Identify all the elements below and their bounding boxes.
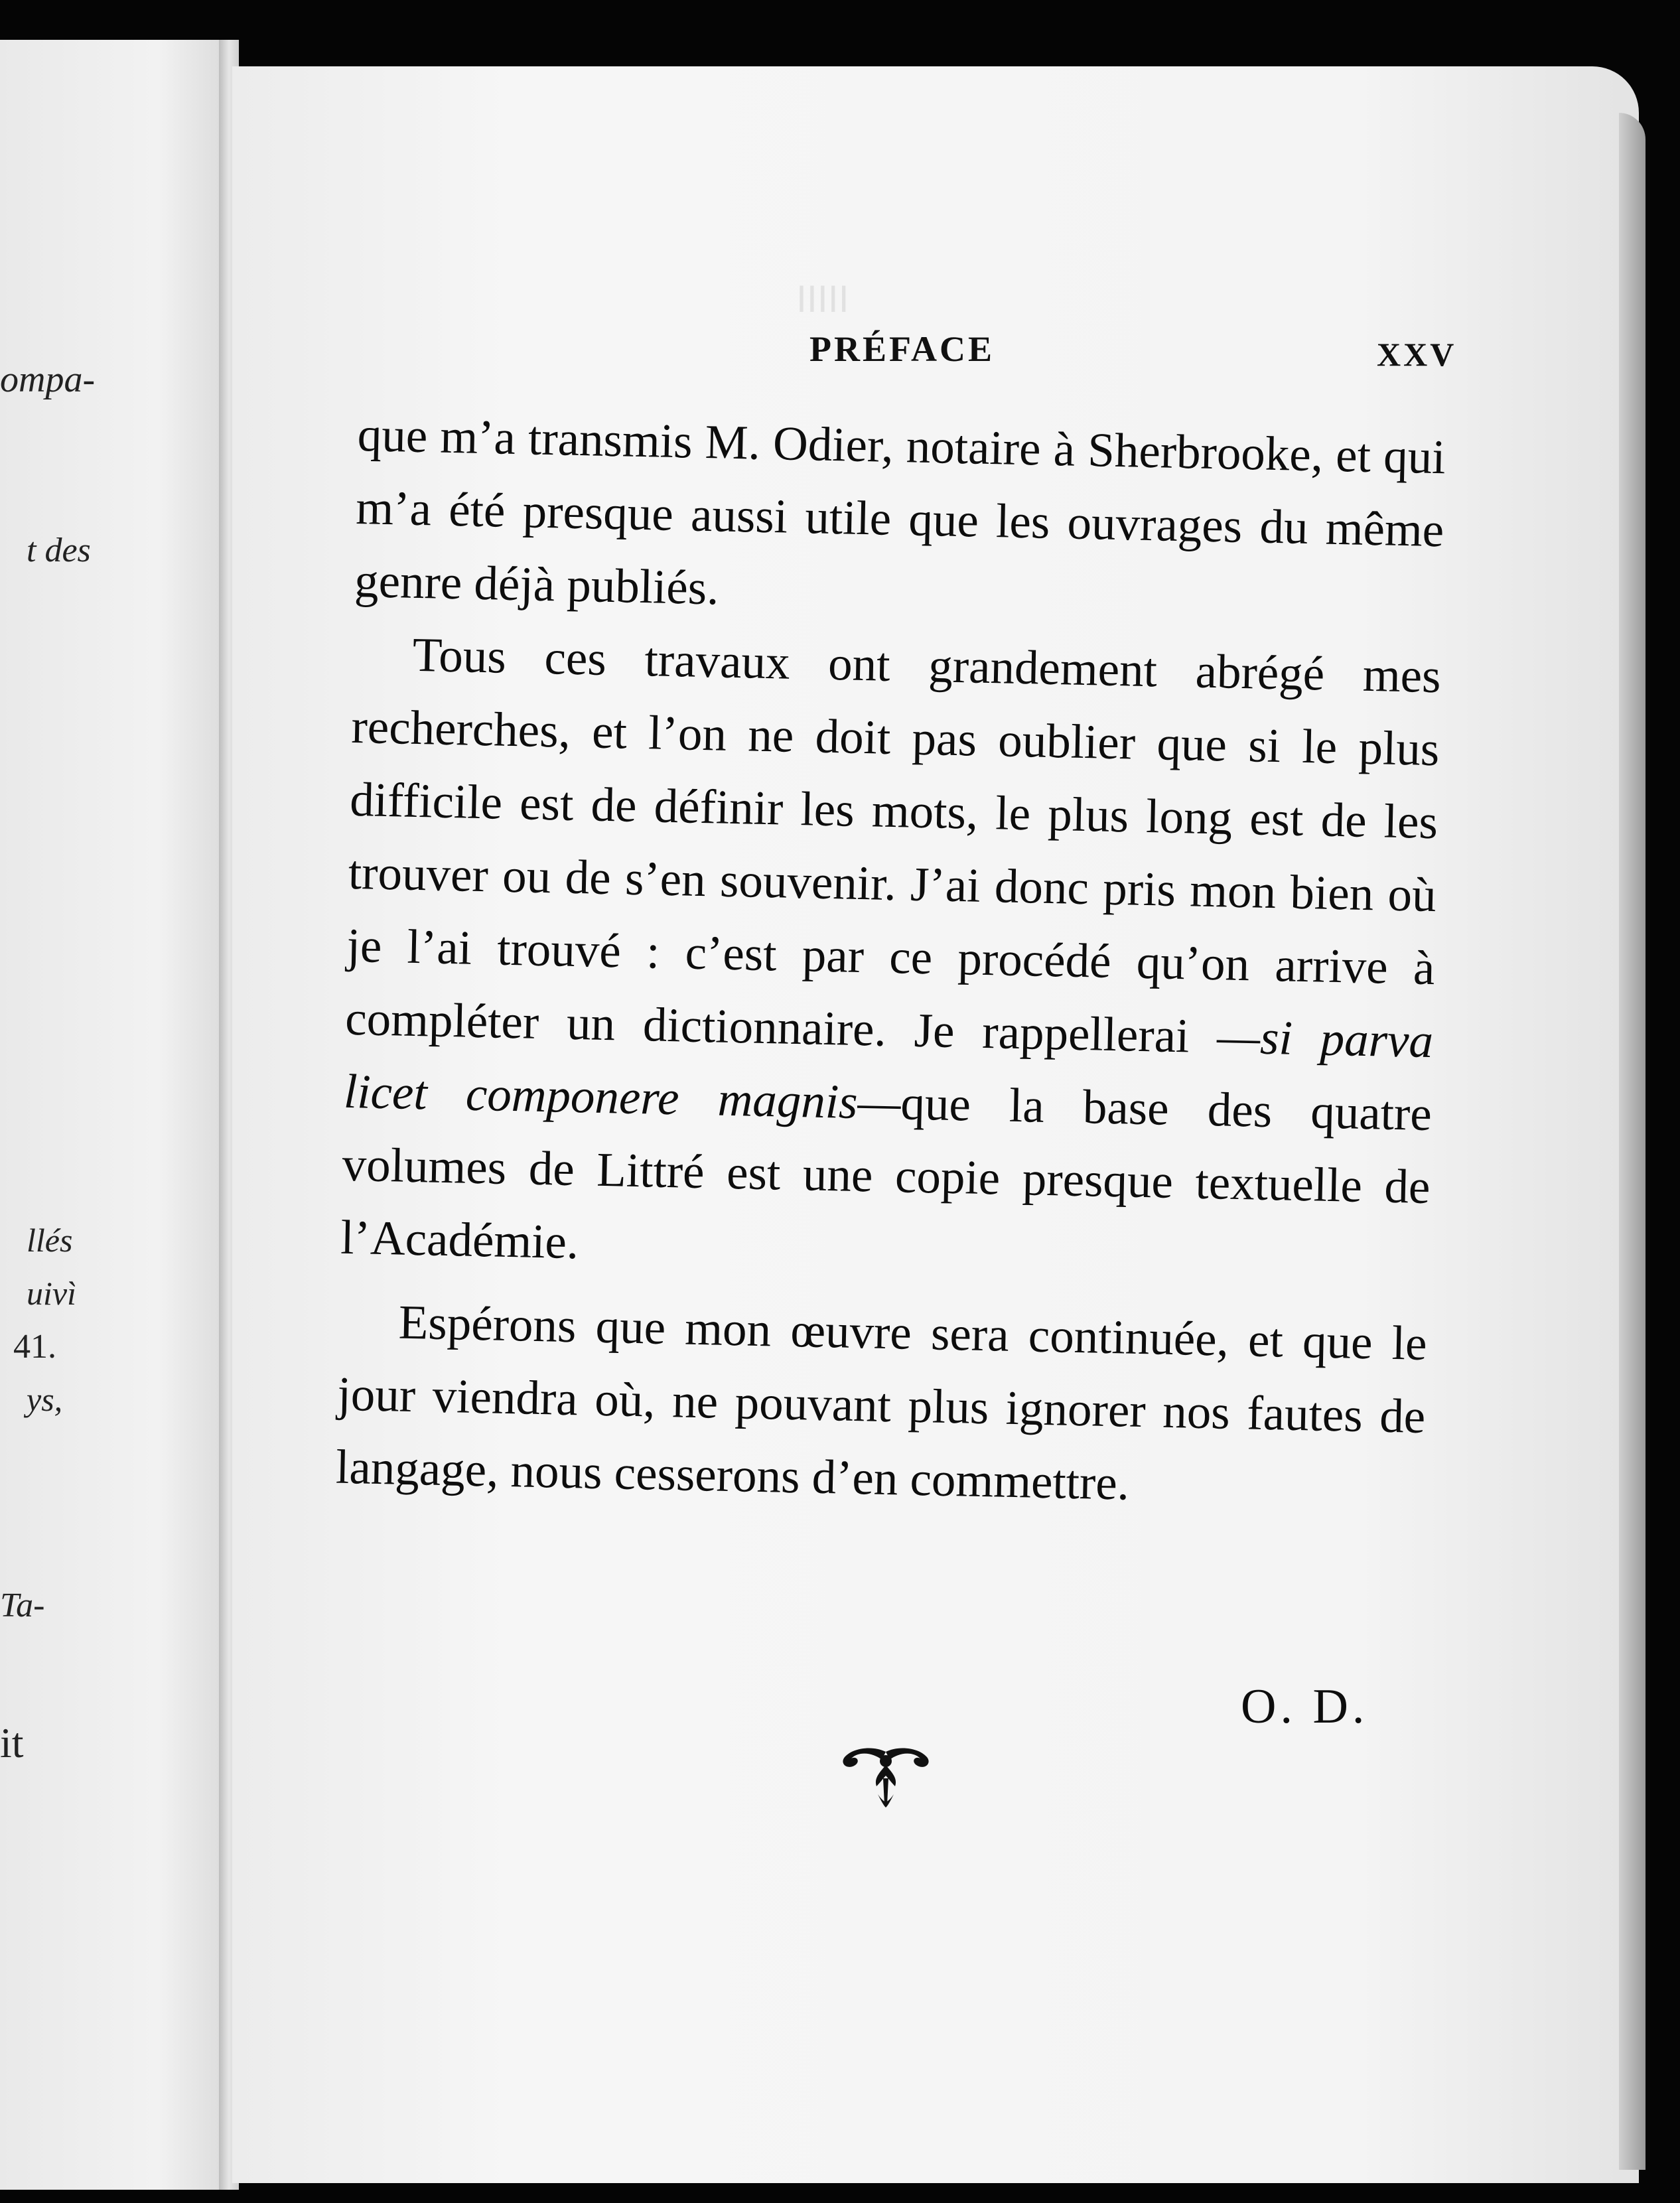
left-page-fragment: t des — [27, 532, 91, 569]
left-page-fragment: it — [0, 1719, 24, 1766]
paragraph: que m’a transmis M. Odier, notaire à Sherbrooke, et qui m’a été presque aussi utile que les ouvrages du même genre déjà publiés. — [354, 407, 1446, 615]
left-page-fragment: Ta- — [0, 1587, 45, 1624]
page-number: XXV — [1377, 336, 1457, 373]
paragraph-text: Tous ces travaux ont grandement abrégé mes recherches, et l’on ne doit pas oublier que si le plus difficile est de définir les mots, le plus long est de les trouver ou de s’en souvenir. J’ai donc pris mon bien où je l’ai trouvé : c’est par ce procédé qu’on arrive à compléter un dictionnaire. Je rappellerai — [344, 627, 1442, 1064]
signature-initials: O. D. — [1241, 1679, 1369, 1734]
latin-quotation: —si parva licet componere magnis— — [343, 1009, 1434, 1130]
running-title: PRÉFACE — [809, 329, 995, 369]
page-edge — [1619, 113, 1645, 2170]
left-page-fragment: ompa- — [0, 359, 96, 400]
show-through-text: ⅠⅠⅠⅠⅠ — [796, 280, 849, 320]
left-facing-page — [0, 40, 226, 2190]
paragraph-text: que la base des quatre volumes de Littré est une copie presque textuelle de l’Académie. — [340, 1076, 1433, 1269]
paragraph: Espérons que mon œuvre sera continuée, et que le jour viendra où, ne pouvant plus ignorer nos fautes de langage, nous cesserons d’en commettre. — [335, 1295, 1428, 1510]
preface-body — [335, 398, 1446, 1526]
paragraph — [340, 617, 1441, 1297]
left-page-fragment: llés — [27, 1222, 73, 1259]
fleuron-ornament-icon — [833, 1739, 939, 1818]
left-page-fragment: ys, — [27, 1381, 63, 1418]
left-page-fragment: uivì — [27, 1275, 76, 1312]
left-page-fragment: 41. — [13, 1328, 56, 1366]
